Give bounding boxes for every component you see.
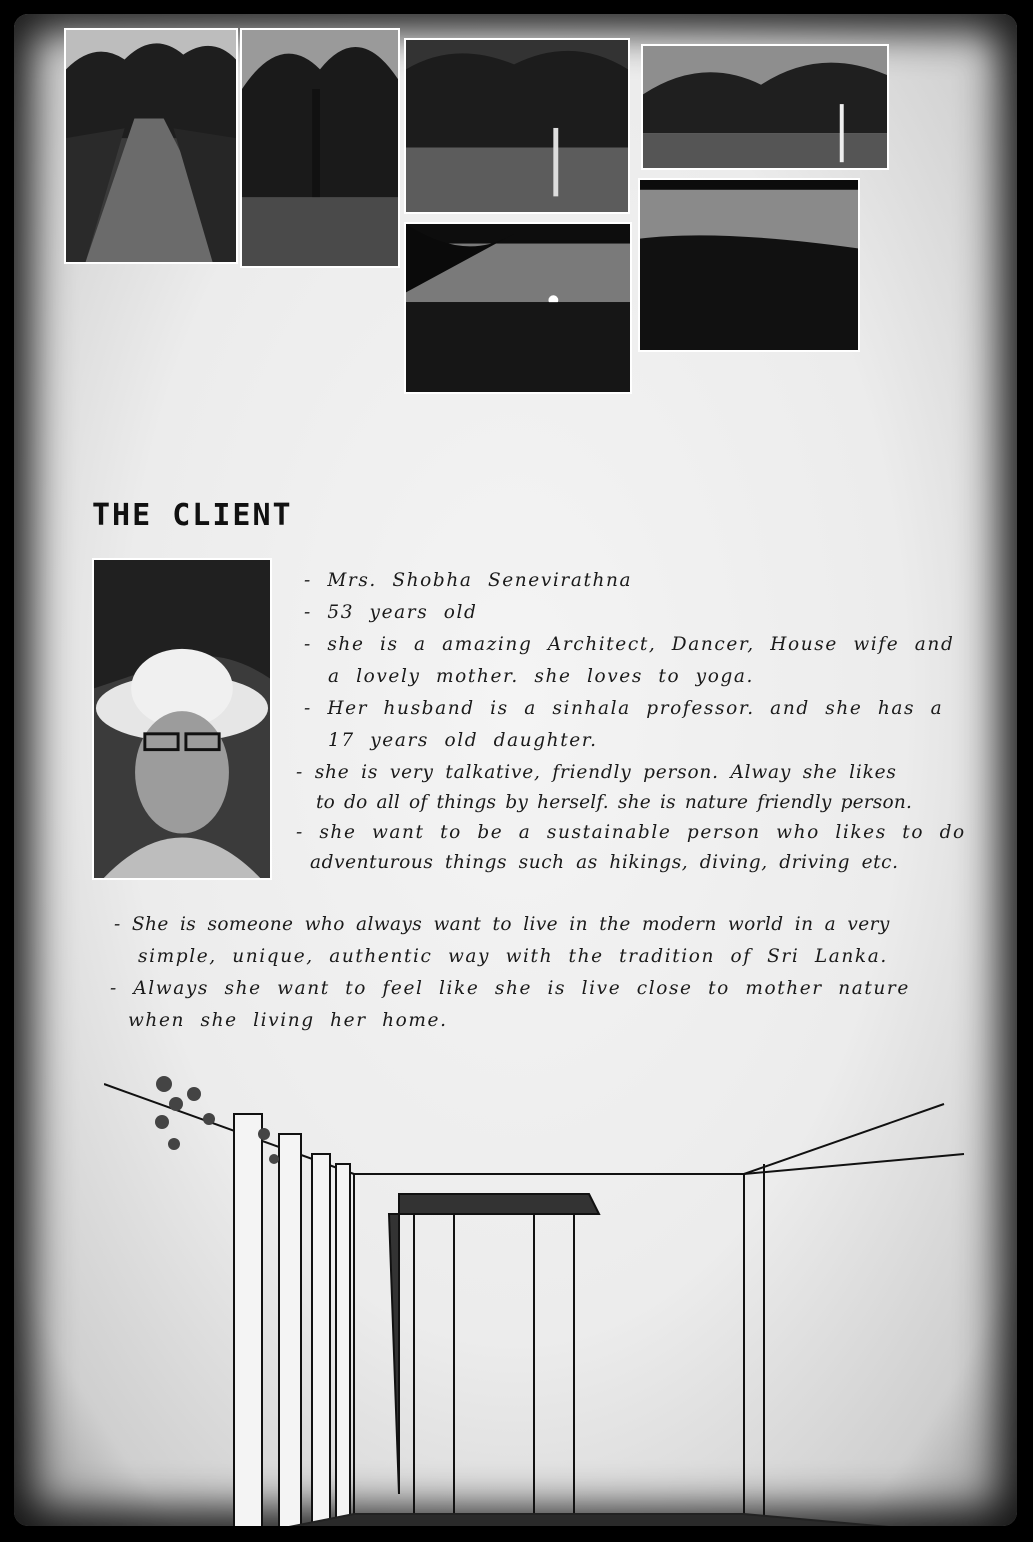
site-photo-dusk [638,178,860,352]
site-photo-road [64,28,238,264]
site-photo-field [641,44,889,170]
client-description-line: - Her husband is a sinhala professor. and she has a [304,698,944,719]
client-description-line: - she is very talkative, friendly person. Alway she likes [296,762,897,783]
client-description-line: - she is a amazing Architect, Dancer, House wife and [304,634,955,655]
section-heading: THE CLIENT [92,498,293,533]
site-photo-trees [240,28,400,268]
client-portrait [92,558,272,880]
client-age: - 53 years old [304,602,478,623]
client-description-line: 17 years old daughter. [328,730,598,751]
client-name: - Mrs. Shobha Senevirathna [304,570,633,591]
client-description-line: a lovely mother. she loves to yoga. [328,666,755,687]
client-aspiration-line: - She is someone who always want to live in the modern world in a very [114,914,890,935]
presentation-sheet [14,14,1017,1526]
site-photo-sunset-lake [404,222,632,394]
interior-perspective-sketch [104,1064,1017,1526]
client-aspiration-line: simple, unique, authentic way with the tradition of Sri Lanka. [138,946,888,967]
client-description-line: to do all of things by herself. she is nature friendly person. [316,792,913,813]
site-photo-garden [404,38,630,214]
client-description-line: adventurous things such as hikings, diving, driving etc. [310,852,899,873]
client-aspiration-line: when she living her home. [128,1010,448,1031]
client-description-line: - she want to be a sustainable person who likes to do [296,822,966,843]
client-aspiration-line: - Always she want to feel like she is live close to mother nature [110,978,910,999]
